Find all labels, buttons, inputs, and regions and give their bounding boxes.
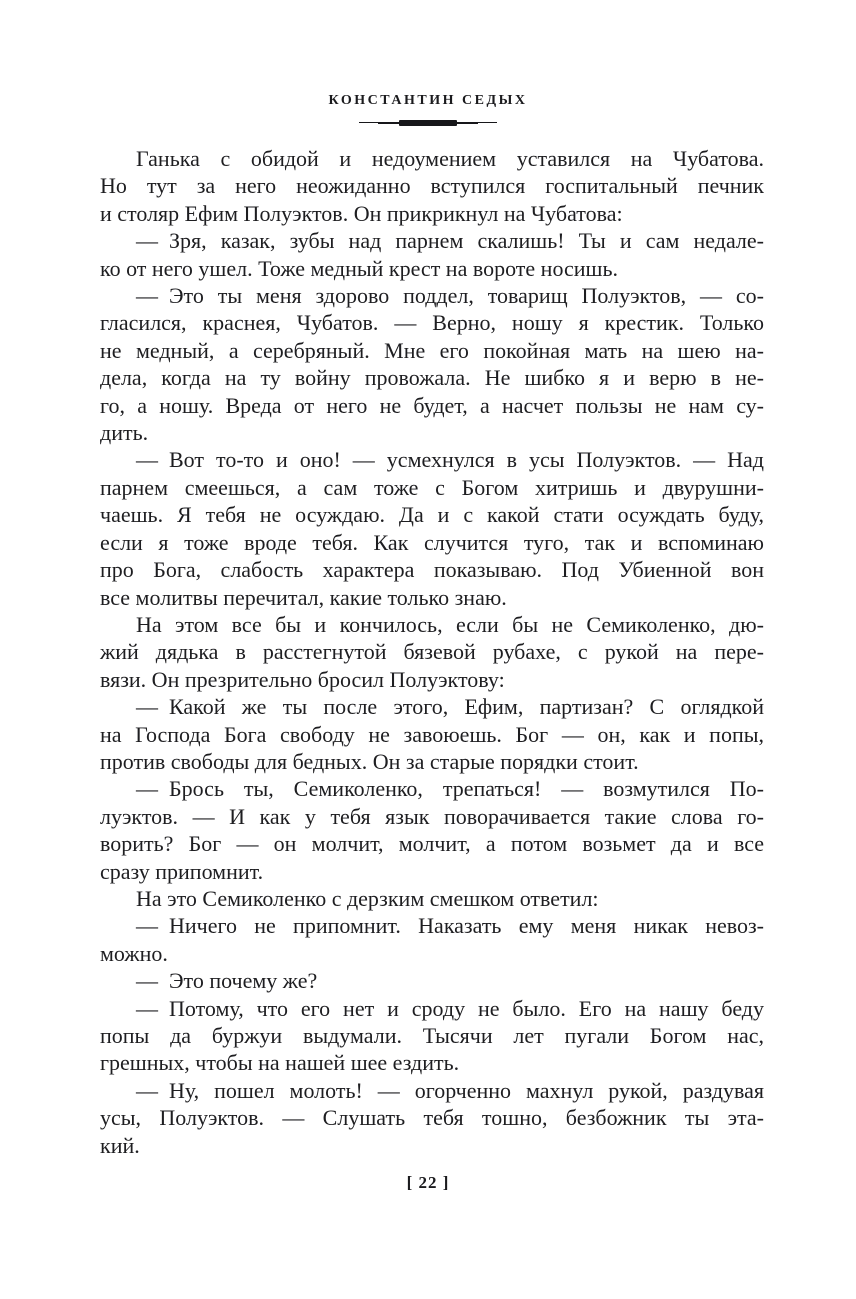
text-line: кий. (100, 1132, 140, 1158)
text-line: сразу припомнит. (100, 858, 264, 884)
text-line: вязи. Он презрительно бросил Полуэктову: (100, 666, 505, 692)
paragraph (100, 885, 764, 912)
text-line: можно. (100, 940, 168, 966)
text-line: — Зря, казак, зубы над парнем скалишь! Ты и сам недале- (136, 228, 764, 254)
text-line: — Какой же ты после этого, Ефим, партизан? С оглядкой (136, 694, 764, 720)
text-line: про Бога, слабость характера показываю. Под Убиенной вон (100, 557, 764, 583)
text-line: все молитвы перечитал, какие только знаю. (100, 584, 507, 610)
divider-thick-rule (399, 120, 457, 126)
text-line: не медный, а серебряный. Мне его покойная мать на шею на- (100, 337, 764, 363)
text-line: го, а ношу. Вреда от него не будет, а насчет пользы не нам су- (100, 392, 764, 418)
text-line: — Это почему же? (136, 968, 318, 994)
text-line: и столяр Ефим Полуэктов. Он прикрикнул на Чубатова: (100, 200, 623, 226)
text-line: Ганька с обидой и недоумением уставился на Чубатова. (136, 146, 764, 171)
page-text (100, 145, 764, 1159)
paragraph (100, 912, 764, 967)
text-line: дела, когда на ту войну провожала. Не шибко я и верю в не- (100, 365, 764, 391)
text-line: — Это ты меня здорово поддел, товарищ Полуэктов, — со- (136, 283, 764, 309)
text-line: На это Семиколенко с дерзким смешком ответил: (136, 885, 599, 911)
text-line: если я тоже вроде тебя. Как случится туго, так и вспоминаю (100, 529, 764, 555)
paragraph (100, 611, 764, 693)
text-line: гласился, краснея, Чубатов. — Верно, ношу я крестик. Только (100, 310, 764, 336)
text-line: — Вот то-то и оно! — усмехнулся в усы Полуэктов. — Над (136, 447, 764, 473)
text-line: — Брось ты, Семиколенко, трепаться! — возмутился По- (136, 776, 764, 802)
text-line: парнем смеешься, а сам тоже с Богом хитришь и двурушни- (100, 474, 764, 500)
ornamental-divider (359, 120, 497, 126)
text-line: На этом все бы и кончилось, если бы не Семиколенко, дю- (136, 611, 764, 637)
paragraph (100, 227, 764, 282)
author-header: КОНСТАНТИН СЕДЫХ (328, 93, 528, 108)
paragraph (100, 693, 764, 775)
paragraph (100, 775, 764, 885)
text-line: луэктов. — И как у тебя язык поворачивается такие слова го- (100, 803, 764, 829)
paragraph (100, 282, 764, 446)
paragraph (100, 446, 764, 610)
paragraph (100, 967, 764, 994)
text-line: чаешь. Я тебя не осуждаю. Да и с какой стати осуждать буду, (100, 502, 764, 528)
text-line: против свободы для бедных. Он за старые порядки стоит. (100, 748, 639, 774)
text-line: грешных, чтобы на нашей шее ездить. (100, 1050, 460, 1076)
text-line: — Ничего не припомнит. Наказать ему меня никак невоз- (136, 913, 764, 939)
text-line: — Ну, пошел молоть! — огорченно махнул рукой, раздувая (136, 1077, 764, 1103)
text-line: Но тут за него неожиданно вступился госпитальный печник (100, 173, 764, 199)
text-line: усы, Полуэктов. — Слушать тебя тошно, безбожник ты эта- (100, 1105, 764, 1131)
paragraph (100, 145, 764, 227)
paragraph (100, 1077, 764, 1159)
text-line: дить. (100, 420, 149, 446)
page-number: [ 22 ] (406, 1173, 450, 1192)
text-line: ко от него ушел. Тоже медный крест на вороте носишь. (100, 255, 618, 281)
text-line: ворить? Бог — он молчит, молчит, а потом возьмет да и все (100, 831, 764, 857)
text-line: жий дядька в расстегнутой бязевой рубахе, с рукой на пере- (100, 639, 764, 665)
text-line: на Господа Бога свободу не завоюешь. Бог — он, как и попы, (100, 721, 764, 747)
text-line: — Потому, что его нет и сроду не было. Его на нашу беду (136, 995, 764, 1021)
paragraph (100, 995, 764, 1077)
text-line: попы да буржуи выдумали. Тысячи лет пугали Богом нас, (100, 1023, 764, 1048)
